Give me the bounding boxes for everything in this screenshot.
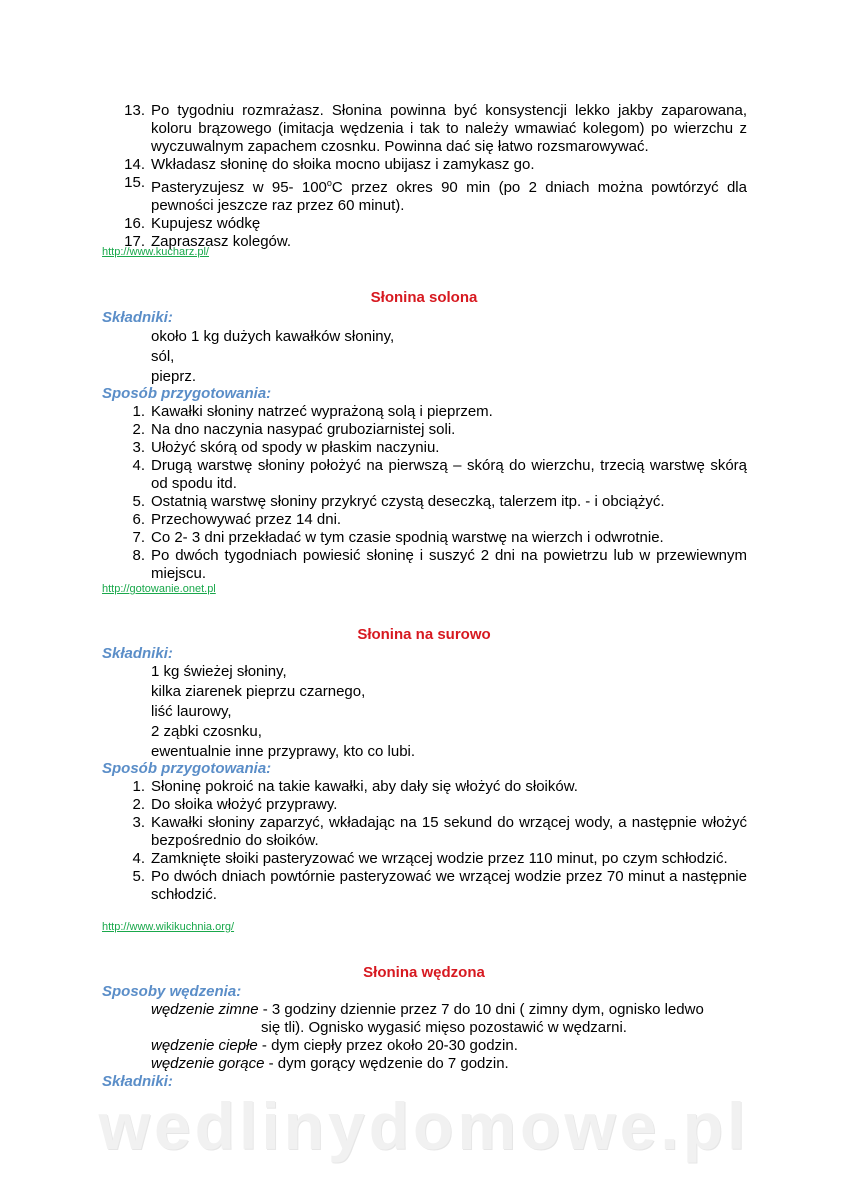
- ingredient-item: około 1 kg dużych kawałków słoniny,: [151, 328, 395, 345]
- source-link-onet[interactable]: http://gotowanie.onet.pl: [102, 583, 216, 595]
- ingredient-item: 1 kg świeżej słoniny,: [151, 663, 287, 680]
- list-item: 3. Kawałki słoniny zaparzyć, wkładając na 15 sekund do wrzącej wody, a następnie włożyć bezpośrednio do słoików.: [132, 814, 747, 849]
- list-item: 3. Ułożyć skórą od spody w płaskim naczyniu.: [132, 439, 440, 456]
- ingredients-list: [151, 327, 394, 387]
- ingredient-item: ewentualnie inne przyprawy, kto co lubi.: [151, 743, 416, 760]
- list-item: 14. Wkładasz słoninę do słoika mocno ubijasz i zamykasz go.: [124, 156, 535, 173]
- list-item: 2. Na dno naczynia nasypać gruboziarnistej soli.: [132, 421, 456, 438]
- ingredients-heading: Składniki:: [102, 309, 173, 326]
- watermark: wedlinydomowe.pl: [98, 1089, 750, 1163]
- smoking-method-item: wędzenie ciepłe - dym ciepły przez około 20-30 godzin.: [151, 1037, 518, 1054]
- ingredient-item: 2 ząbki czosnku,: [151, 723, 262, 740]
- source-link-kucharz[interactable]: http://www.kucharz.pl/: [102, 246, 209, 258]
- recipe-title-wedzona: Słonina wędzona: [363, 964, 485, 981]
- smoking-method-continuation: się tli). Ognisko wygasić mięso pozostawić w wędzarni.: [261, 1019, 627, 1036]
- list-item: 17. Zapraszasz kolegów.: [124, 233, 292, 250]
- list-item: 7. Co 2- 3 dni przekładać w tym czasie spodnią warstwę na wierzch i odwrotnie.: [132, 529, 664, 546]
- smoking-methods-list: [151, 1001, 747, 1073]
- list-item: 2. Do słoika włożyć przyprawy.: [132, 796, 338, 813]
- list-item: 5. Ostatnią warstwę słoniny przykryć czystą deseczką, talerzem itp. - i obciążyć.: [132, 493, 665, 510]
- ingredients-heading: Składniki:: [102, 645, 173, 662]
- list-item: 4. Zamknięte słoiki pasteryzować we wrzącej wodzie przez 110 minut, po czym schłodzić.: [132, 850, 728, 867]
- ingredient-item: kilka ziarenek pieprzu czarnego,: [151, 683, 366, 700]
- continued-steps-list: [124, 102, 747, 251]
- ingredient-item: pieprz.: [151, 368, 197, 385]
- ingredient-item: liść laurowy,: [151, 703, 232, 720]
- list-item: 6. Przechowywać przez 14 dni.: [132, 511, 342, 528]
- ingredients-heading: Składniki:: [102, 1073, 173, 1090]
- list-item: 8. Po dwóch tygodniach powiesić słoninę i suszyć 2 dni na powietrzu lub w przewiewnym miejscu.: [132, 547, 747, 582]
- list-item: 16. Kupujesz wódkę: [124, 215, 261, 232]
- smoking-method-item: wędzenie gorące - dym gorący wędzenie do 7 godzin.: [151, 1055, 509, 1072]
- recipe-title-na-surowo: Słonina na surowo: [357, 626, 491, 643]
- source-link-wikikuchnia[interactable]: http://www.wikikuchnia.org/: [102, 921, 235, 933]
- list-item: 4. Drugą warstwę słoniny położyć na pierwszą – skórą do wierzchu, trzecią warstwę skórą od spodu itd.: [132, 457, 747, 492]
- method-heading: Sposób przygotowania:: [102, 385, 272, 402]
- list-item: 1. Słoninę pokroić na takie kawałki, aby dały się włożyć do słoików.: [132, 778, 578, 795]
- list-item: 1. Kawałki słoniny natrzeć wyprażoną solą i pieprzem.: [132, 403, 493, 420]
- list-item: 13. Po tygodniu rozmrażasz. Słonina powinna być konsystencji lekko jakby zaparowana, koloru brązowego (imitacja wędzenia i tak to należy wmawiać kolegom) po wierzchu z wyczuwalnym zapachem czosnku. Powinna dać się łatwo rozsmarowywać.: [124, 102, 747, 155]
- method-steps-list: [132, 403, 747, 583]
- list-item: 15. Pasteryzujesz w 95- 100$^o$C przez okres 90 min (po 2 dniach można powtórzyć dla pewności jeszcze raz przez 60 minut).: [124, 174, 747, 214]
- list-item: 5. Po dwóch dniach powtórnie pasteryzować we wrzącej wodzie przez 70 minut a następnie schłodzić.: [132, 868, 747, 903]
- method-steps-list: [132, 778, 747, 904]
- ingredient-item: sól,: [151, 348, 175, 365]
- smoking-method-item: wędzenie zimne - 3 godziny dziennie przez 7 do 10 dni ( zimny dym, ognisko ledwo: [151, 1001, 704, 1018]
- ingredients-list: [151, 662, 415, 762]
- smoking-methods-heading: Sposoby wędzenia:: [102, 983, 242, 1000]
- method-heading: Sposób przygotowania:: [102, 760, 272, 777]
- recipe-title-solona: Słonina solona: [370, 289, 478, 306]
